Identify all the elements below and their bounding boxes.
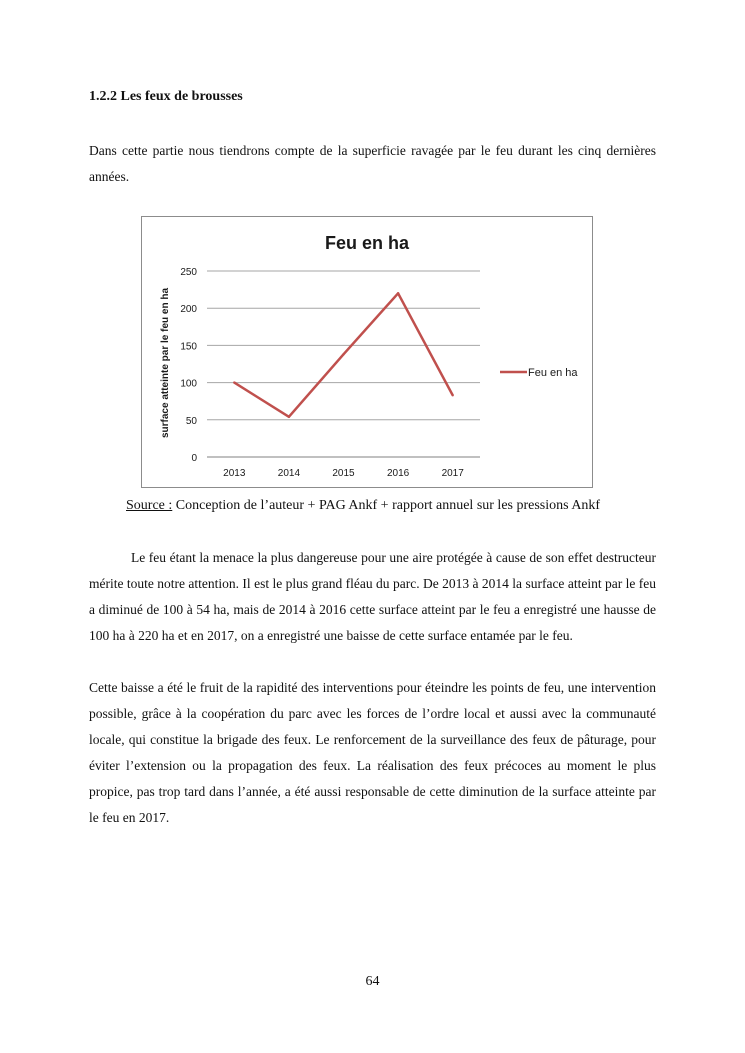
x-tick-label: 2016: [386, 468, 410, 479]
source-label: Source :: [126, 498, 173, 513]
x-tick-label: 2013: [223, 468, 246, 479]
x-tick-label: 2015: [332, 468, 355, 479]
analysis-paragraph: Le feu étant la menace la plus dangereuse pour une aire protégée à cause de son effet destructeur mérite toute notre attention. Il est le plus grand fléau du parc. De 2013 à 2014 la surface atteint par le feu a diminué de 100 à 54 ha, mais de 2014 à 2016 cette surface atteint par le feu a enregistré une hausse de 100 ha à 220 ha et en 2017, on a enregistré une baisse de cette surface entamée par le feu.: [89, 550, 656, 643]
y-tick-label: 50: [185, 415, 197, 427]
y-tick-label: 150: [180, 341, 197, 353]
source-text: Conception de l’auteur + PAG Ankf + rapport annuel sur les pressions Ankf: [172, 498, 601, 513]
data-point: [397, 292, 399, 294]
legend-label: Feu en ha: [528, 367, 578, 379]
data-point: [452, 394, 454, 396]
x-axis-ticks: [223, 468, 464, 479]
y-axis-label: surface atteinte par le feu en ha: [160, 287, 171, 439]
page-number: 64: [365, 974, 380, 989]
chart-source: [126, 498, 600, 514]
cause-paragraph: Cette baisse a été le fruit de la rapidité des interventions pour éteindre les points de feu, une intervention possible, grâce à la coopération du parc avec les forces de l’ordre local et aussi avec la communauté locale, qui constitue la brigade des feux. Le renforcement de la surveillance des feux de pâturage, pour éviter l’extension ou la propagation des feux. La réalisation des feux précoces au moment le plus propice, pas trop tard dans l’année, a été aussi responsable de cette diminution de la surface atteinte par le feu en 2017.: [89, 680, 656, 825]
y-tick-label: 0: [191, 453, 197, 464]
y-tick-label: 200: [180, 304, 197, 316]
intro-paragraph: Dans cette partie nous tiendrons compte de la superficie ravagée par le feu durant les cinq dernières années.: [89, 143, 656, 184]
chart-gridlines: [207, 271, 480, 457]
chart-series: [233, 292, 454, 418]
y-axis-ticks: [180, 267, 197, 464]
chart-legend: [500, 367, 578, 379]
chart-title: Feu en ha: [324, 233, 410, 253]
x-tick-label: 2014: [277, 468, 301, 479]
data-point: [342, 353, 344, 355]
line-chart: [142, 217, 592, 487]
y-tick-label: 250: [180, 267, 197, 278]
data-point: [233, 381, 235, 383]
x-tick-label: 2017: [441, 468, 464, 479]
chart-frame: [141, 216, 593, 488]
data-point: [288, 416, 290, 418]
y-tick-label: 100: [180, 378, 197, 390]
section-heading: 1.2.2 Les feux de brousses: [89, 89, 243, 104]
